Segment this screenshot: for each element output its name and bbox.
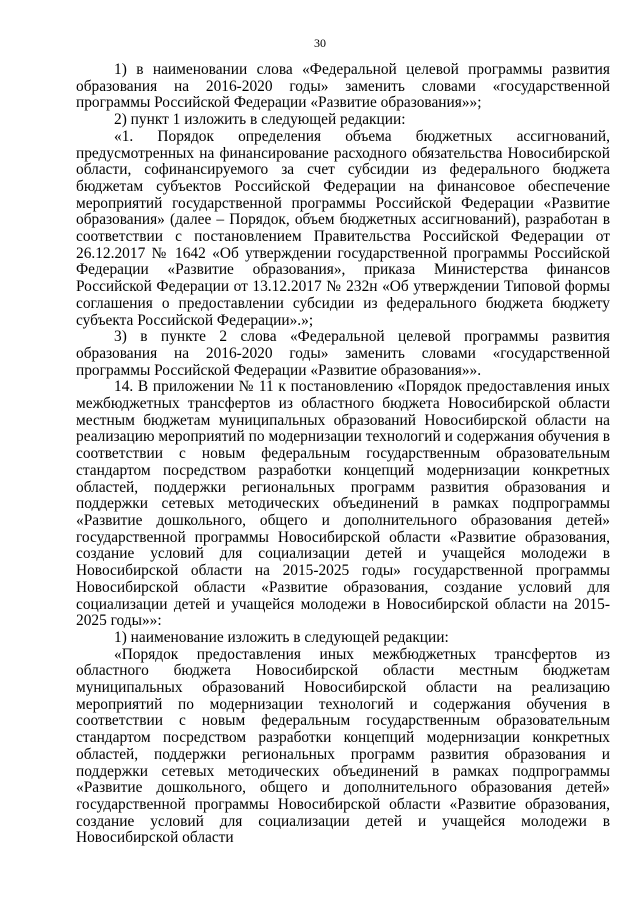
paragraph-clause-2-replace: 3) в пункте 2 слова «Федеральной целевой программы развития образования на 2016-2020 годы» заменить словами «государственной программы Российской Федерации «Развитие образования»». [76,328,610,379]
paragraph-clause-1-text: «1. Порядок определения объема бюджетных ассигнований, предусмотренных на финансирование расходного обязательства Новосибирской области, софинансируемого за счет субсидии из федерального бюджета бюджетам субъектов Российской Федерации на финансовое обеспечение мероприятий государственной программы Российской Федерации «Развитие образования» (далее – Порядок, объем бюджетных ассигнований), разработан в соответствии с постановлением Правительства Российской Федерации от 26.12.2017 № 1642 «Об утверждении государственной программы Российской Федерации «Развитие образования», приказа Министерства финансов Российской Федерации от 13.12.2017 № 232н «Об утверждении Типовой формы соглашения о предоставлении субсидии из федерального бюджета бюджету субъекта Российской Федерации».»; [76,127,610,329]
paragraph-title-intro: 1) наименование изложить в следующей редакции: [114,628,449,646]
paragraph-clause-1-intro: 2) пункт 1 изложить в следующей редакции: [114,111,406,129]
document-body [76,62,610,847]
paragraph-rename-program: 1) в наименовании слова «Федеральной целевой программы развития образования на 2016-2020 годы» заменить словами «государственной программы Российской Федерации «Развитие образования»»; [76,61,610,112]
page-number: 30 [314,36,326,50]
paragraph-item-14: 14. В приложении № 11 к постановлению «Порядок предоставления иных межбюджетных трансфертов из областного бюджета Новосибирской области местным бюджетам муниципальных образований Новосибирской области на реализацию мероприятий по модернизации технологий и содержания обучения в соответствии с новым федеральным государственным образовательным стандартом посредством разработки концепций модернизации конкретных областей, поддержки региональных программ развития образования и поддержки сетевых методических объединений в рамках подпрограммы «Развитие дошкольного, общего и дополнительного образования детей» государственной программы Новосибирской области «Развитие образования, создание условий для социализации детей и учащейся молодежи в Новосибирской области на 2015-2025 годы» государственной программы Новосибирской области «Развитие образования, создание условий для социализации детей и учащейся молодежи в Новосибирской области на 2015-2025 годы»»: [76,378,610,630]
paragraph-new-title: «Порядок предоставления иных межбюджетных трансфертов из областного бюджета Новосибирской области местным бюджетам муниципальных образований Новосибирской области на реализацию мероприятий по модернизации технологий и содержания обучения в соответствии с новым федеральным государственным образовательным стандартом посредством разработки концепций модернизации конкретных областей, поддержки региональных программ развития образования и поддержки сетевых методических объединений в рамках подпрограммы «Развитие дошкольного, общего и дополнительного образования детей» государственной программы Новосибирской области «Развитие образования, создание условий для социализации детей и учащейся молодежи в Новосибирской области [76,645,610,847]
